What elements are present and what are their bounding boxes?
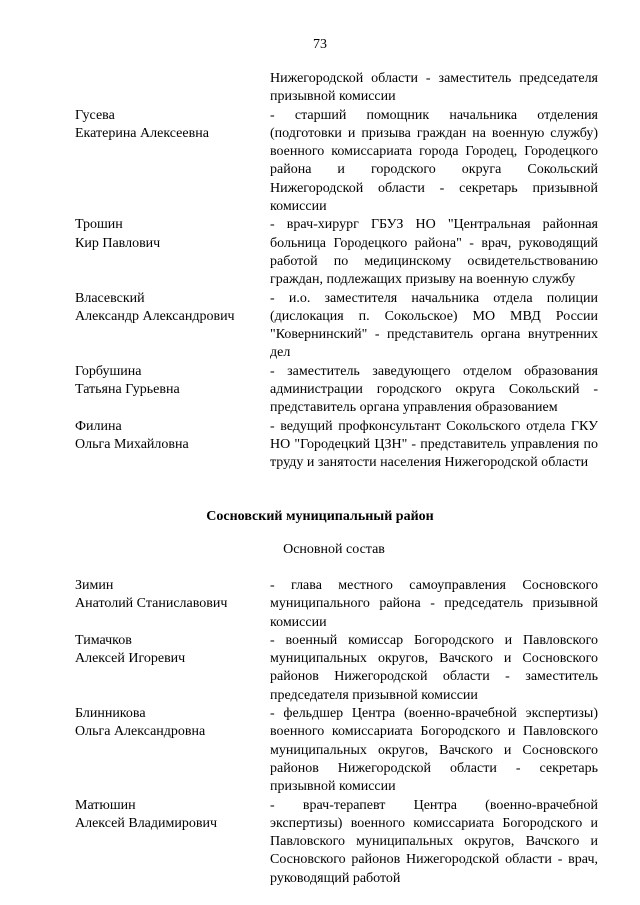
member-entry [75,418,598,473]
commission-list-gorodets [75,70,598,473]
member-given-name: Анатолий Станиславович [75,596,228,612]
member-surname: Матюшин [75,797,136,813]
member-role: - заместитель заведующего отделом образования администрации городского округа Сокольский - представитель органа управления образованием [270,363,598,416]
member-surname: Гусева [75,107,115,123]
member-given-name: Алексей Владимирович [75,815,218,831]
member-role: - глава местного самоуправления Сосновского муниципального района - председатель призывной комиссии [270,578,598,630]
commission-list-sosnovsky [75,577,598,888]
member-surname: Тимачков [75,632,132,648]
member-role: - врач-терапевт Центра (военно-врачебной экспертизы) военного комиссариата Богородского и Павловского муниципальных округов, Вачского и Сосновского районов Нижегородской области - врач, руководящий работой [270,797,598,886]
member-entry [75,290,598,363]
member-surname: Блинникова [75,706,146,722]
member-entry [75,797,598,888]
continuation-entry [75,70,598,107]
member-surname: Горбушина [75,363,142,379]
member-name [75,216,270,289]
member-surname: Власевский [75,290,145,306]
member-entry [75,363,598,418]
section-title: Сосновский муниципальный район [206,509,434,524]
member-name [75,418,270,473]
member-role: - военный комиссар Богородского и Павловского муниципальных округов, Вачского и Сосновского районов Нижегородской области - заместитель председателя призывной комиссии [270,632,598,703]
member-surname: Трошин [75,217,123,233]
member-given-name: Алексей Игоревич [75,651,186,667]
member-surname: Филина [75,418,122,434]
member-role: Нижегородской области - заместитель председателя призывной комиссии [270,71,598,105]
member-surname: Зимин [75,578,114,593]
member-entry [75,632,598,705]
member-name [75,107,270,217]
member-name [75,705,270,796]
member-name [75,290,270,363]
member-name [75,797,270,888]
member-entry [75,577,598,632]
member-given-name: Татьяна Гурьевна [75,382,180,398]
member-role: - старший помощник начальника отделения (подготовки и призыва граждан на военную службу) военного комиссариата города Городец, Городецкого района и городского округа Сокольский Нижегородской области - секретарь призывной комиссии [270,107,598,215]
member-role: - фельдшер Центра (военно-врачебной экспертизы) военного комиссариата Богородского и Павловского муниципальных округов, Вачского и Сосновского районов Нижегородской области - секретарь призывной комиссии [270,706,598,795]
member-given-name: Ольга Александровна [75,724,206,740]
member-entry [75,107,598,217]
member-name [75,363,270,418]
member-role: - и.о. заместителя начальника отдела полиции (дислокация п. Сокольское) МО МВД России "Ковернинский" - представитель органа внутренних дел [270,290,598,361]
section-subtitle: Основной состав [283,542,385,557]
member-role: - ведущий профконсультант Сокольского отдела ГКУ НО "Городецкий ЦЗН" - представитель управления по труду и занятости населения Нижегородской области [270,418,598,471]
member-role: - врач-хирург ГБУЗ НО "Центральная районная больница Городецкого района" - врач, руководящий работой по медицинскому освидетельствованию граждан, подлежащих призыву на военную службу [270,217,598,288]
member-entry [75,705,598,796]
member-name [75,632,270,705]
member-given-name: Ольга Михайловна [75,436,189,452]
member-entry [75,216,598,289]
page-number: 73 [313,37,327,52]
member-name [75,577,270,632]
member-given-name: Кир Павлович [75,235,161,251]
member-given-name: Александр Александрович [75,308,235,324]
member-given-name: Екатерина Алексеевна [75,125,209,141]
